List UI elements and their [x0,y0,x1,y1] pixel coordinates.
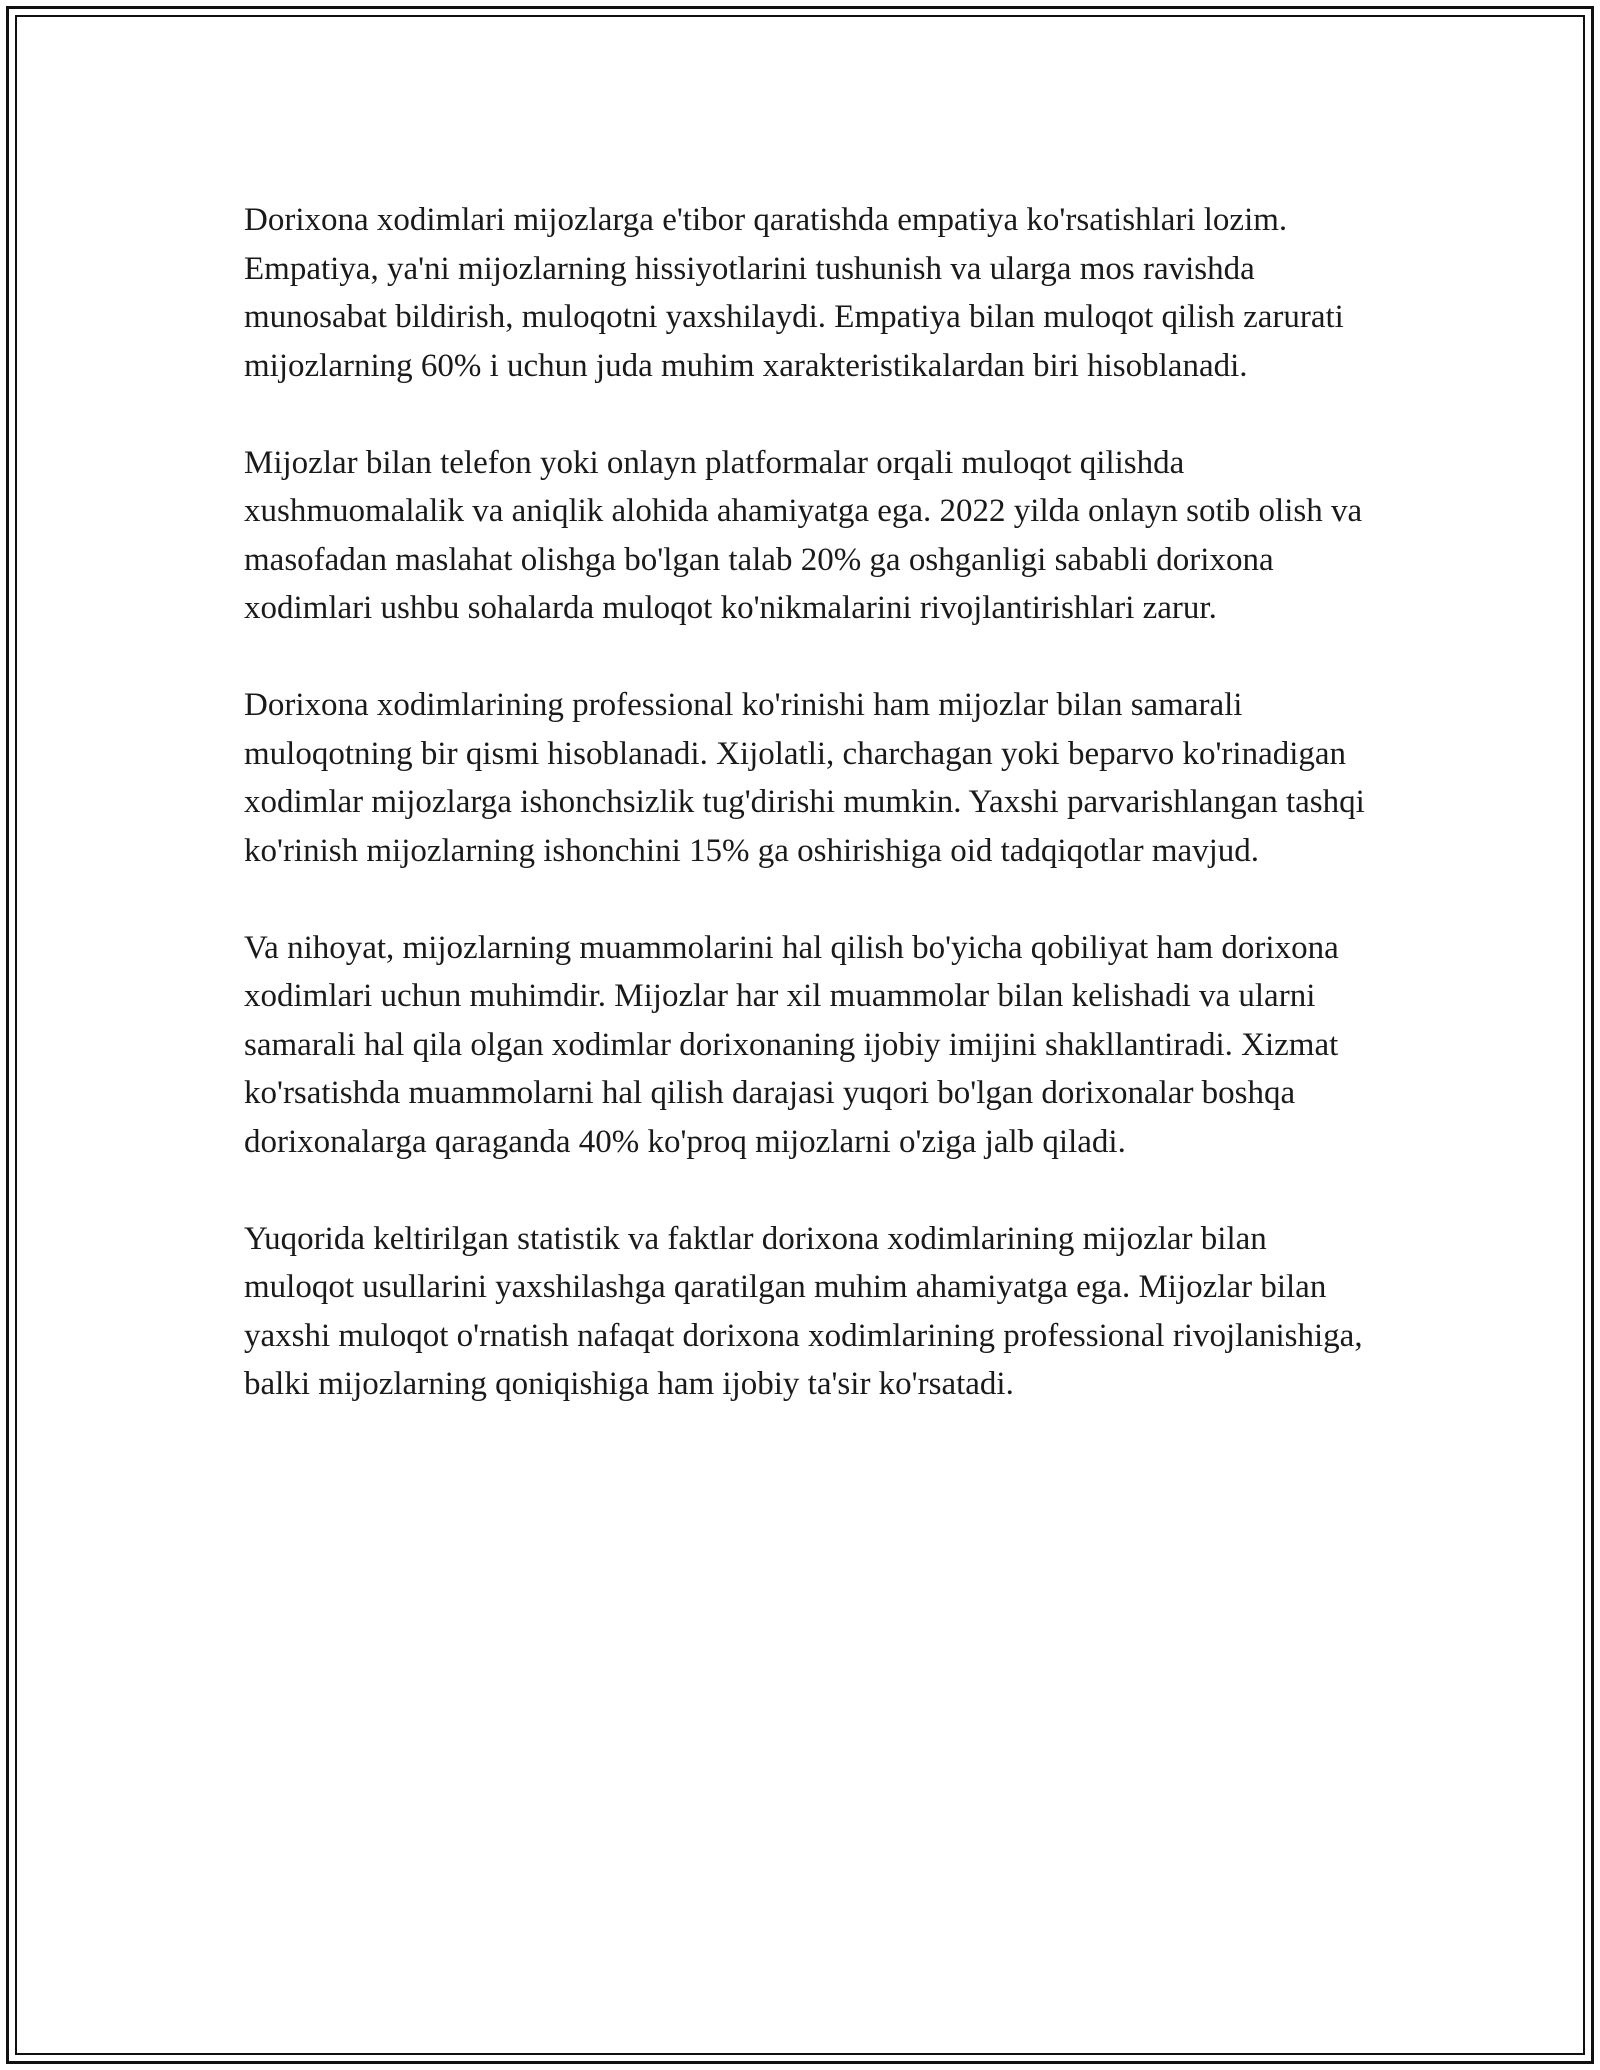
document-body [244,196,1384,1457]
paragraph-professional-appearance: Dorixona xodimlarining professional ko'rinishi ham mijozlar bilan samarali muloqotning bir qismi hisoblanadi. Xijolatli, charchagan yoki beparvo ko'rinadigan xodimlar mijozlarga ishonchsizlik tug'dirishi mumkin. Yaxshi parvarishlangan tashqi ko'rinish mijozlarning ishonchini 15% ga oshirishiga oid tadqiqotlar mavjud. [244,687,1365,869]
paragraph-online-communication: Mijozlar bilan telefon yoki onlayn platformalar orqali muloqot qilishda xushmuomalalik va aniqlik alohida ahamiyatga ega. 2022 yilda onlayn sotib olish va masofadan maslahat olishga bo'lgan talab 20% ga oshganligi sababli dorixona xodimlari ushbu sohalarda muloqot ko'nikmalarini rivojlantirishlari zarur. [244,444,1363,626]
page-border [6,6,1594,2064]
paragraph-problem-solving: Va nihoyat, mijozlarning muammolarini hal qilish bo'yicha qobiliyat ham dorixona xodimlari uchun muhimdir. Mijozlar har xil muammolar bilan kelishadi va ularni samarali hal qila olgan xodimlar dorixonaning ijobiy imijini shakllantiradi. Xizmat ko'rsatishda muammolarni hal qilish darajasi yuqori bo'lgan dorixonalar boshqa dorixonalarga qaraganda 40% ko'proq mijozlarni o'ziga jalb qiladi. [244,929,1339,1160]
paragraph-conclusion: Yuqorida keltirilgan statistik va faktlar dorixona xodimlarining mijozlar bilan muloqot usullarini yaxshilashga qaratilgan muhim ahamiyatga ega. Mijozlar bilan yaxshi muloqot o'rnatish nafaqat dorixona xodimlarining professional rivojlanishiga, balki mijozlarning qoniqishiga ham ijobiy ta'sir ko'rsatadi. [244,1220,1363,1402]
paragraph-empathy: Dorixona xodimlari mijozlarga e'tibor qaratishda empatiya ko'rsatishlari lozim. Empatiya, ya'ni mijozlarning hissiyotlarini tushunish va ularga mos ravishda munosabat bildirish, muloqotni yaxshilaydi. Empatiya bilan muloqot qilish zarurati mijozlarning 60% i uchun juda muhim xarakteristikalardan biri hisoblanadi. [244,202,1344,384]
